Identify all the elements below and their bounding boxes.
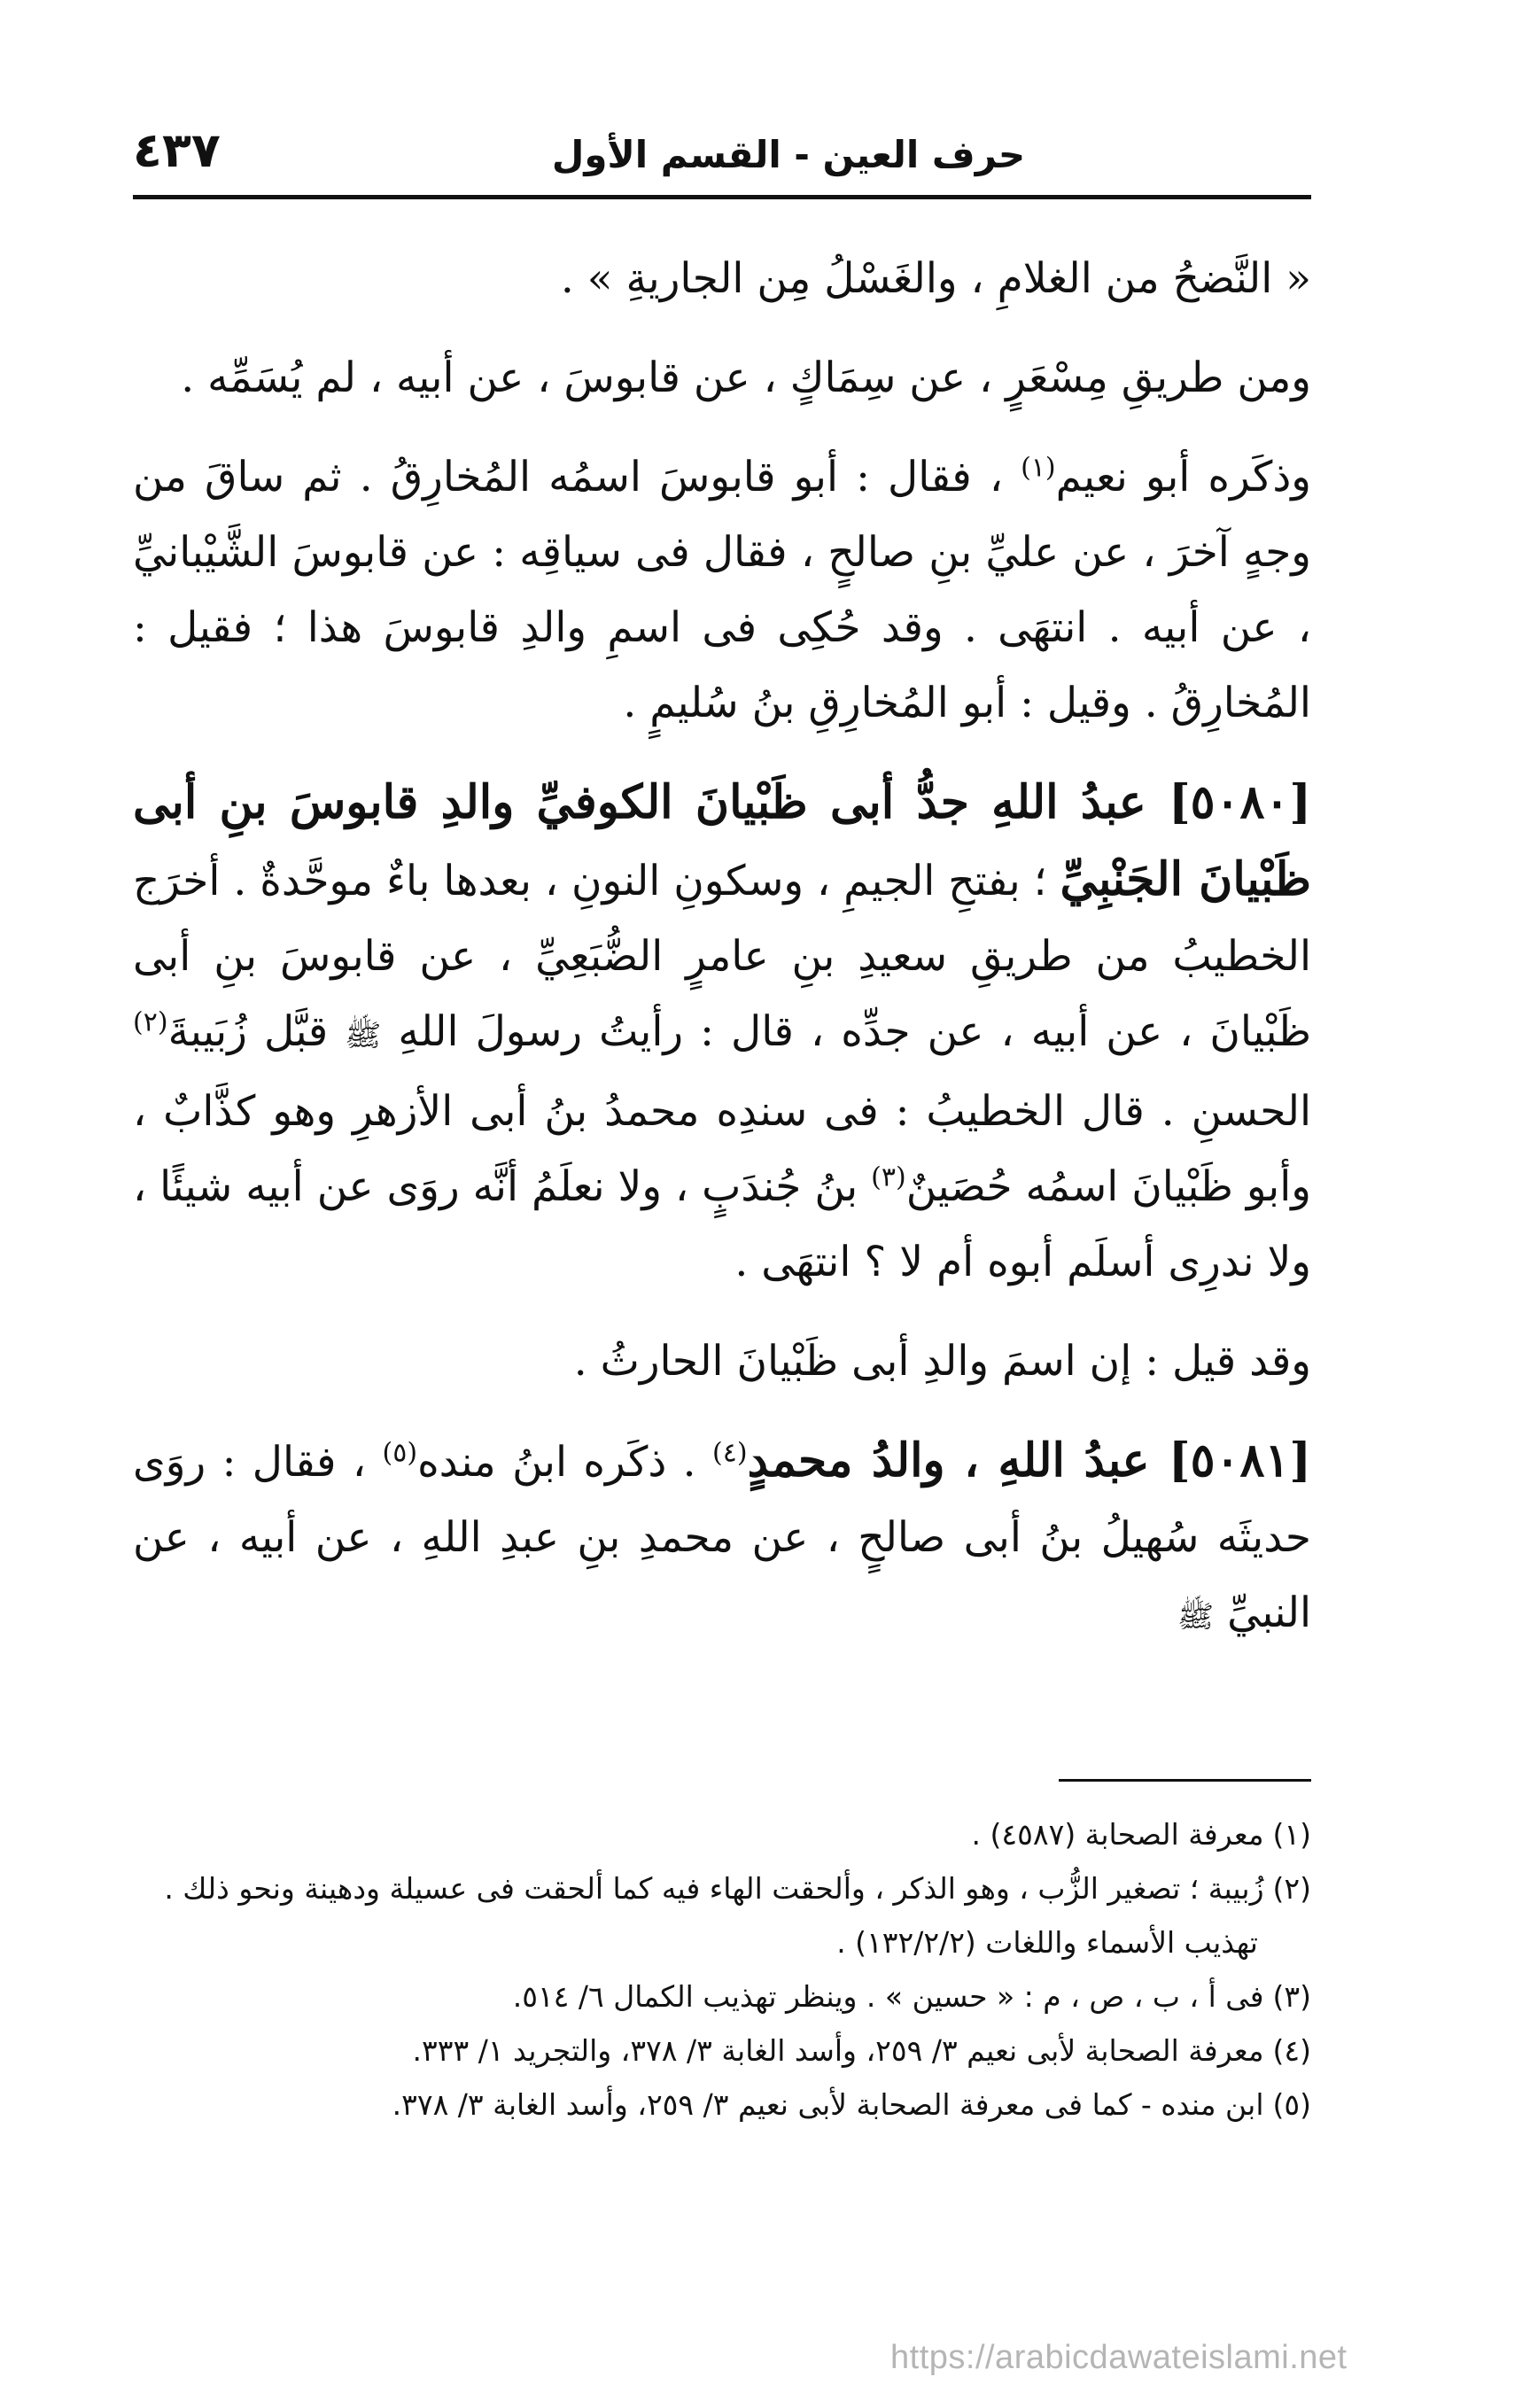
main-text [133,241,1311,1655]
text-segment: . ذكَره ابنُ منده [417,1438,696,1487]
page-number: ٤٣٧ [133,122,221,178]
source-watermark: https://arabicdawateislami.net [890,2339,1348,2376]
footnote-text: ابن منده - كما فى معرفة الصحابة لأبى نعيم ٣/ ٢٥٩، وأسد الغابة ٣/ ٣٧٨. [392,2087,1264,2122]
footnote-2-continuation: تهذيب الأسماء واللغات (١٣٢/٢/٢) . [836,1925,1258,1960]
footnote-ref-5[interactable]: (٥) [382,1437,418,1469]
footnote-ref-3[interactable]: (٣) [871,1161,906,1193]
footnote-number: (٥) [1272,2087,1311,2122]
text-segment: الحسنِ . قال الخطيبُ : فى سندِه محمدُ بنُ أبى الأزهرِ وهو كذَّابٌ ، وأبو ظَبْيانَ اسمُه حُصَينٌ [133,1087,1311,1211]
footnote-3 [133,1969,1311,2023]
paragraph-hadith-end: « النَّضحُ من الغلامِ ، والغَسْلُ مِن الجاريةِ » . [560,254,1311,303]
footnote-number: (٣) [1272,1979,1311,2014]
entry-title-5081: [٥٠٨١] عبدُ اللهِ ، والدُ محمدٍ [747,1433,1311,1488]
footnote-2 [133,1861,1311,1915]
header-rule [133,195,1311,199]
entry-5080 [133,765,1311,1300]
paragraph-name-variant: وقد قيل : إن اسمَ والدِ أبى ظَبْيانَ الحارثُ . [573,1337,1311,1386]
footnote-ref-4[interactable]: (٤) [712,1437,748,1469]
text-segment: قبَّل زُبَيبةَ [167,1007,329,1056]
paragraph-abu-nuaym [133,439,1311,741]
paragraph-misar-chain: ومن طريقِ مِسْعَرٍ ، عن سِمَاكٍ ، عن قابوسَ ، عن أبيه ، لم يُسَمِّه . [181,353,1311,402]
salawat-glyph: ﷺ [1177,1599,1215,1635]
entry-5081 [133,1423,1311,1655]
running-title: حرف العين - القسم الأول [551,133,1026,176]
text-segment: ، فقال : أبو قابوسَ اسمُه المُخارِقُ . ثم ساقَ من وجهٍ آخرَ ، عن عليِّ بنِ صالحٍ ، فقال فى سياقِه : عن قابوسَ الشَّيْبانيِّ ، عن أبيه . انتهَى . وقد حُكِى فى اسمِ والدِ قابوسَ هذا ؛ فقيل : المُخارِقُ . وقيل : أبو المُخارِقِ بنُ سُليمٍ . [133,453,1311,727]
footnote-number: (١) [1272,1817,1311,1852]
footnote-text: معرفة الصحابة لأبى نعيم ٣/ ٢٥٩، وأسد الغابة ٣/ ٣٧٨، والتجريد ١/ ٣٣٣. [412,2033,1264,2068]
text-segment: وذكَره أبو نعيم [1055,453,1311,501]
footnote-5 [133,2078,1311,2132]
footnote-separator [1059,1779,1311,1782]
footnote-1 [133,1807,1311,1861]
footnote-text: زُبيبة ؛ تصغير الزُّب ، وهو الذكر ، وألحقت الهاء فيه كما ألحقت فى عسيلة ودهينة ونحو ذلك . [164,1871,1264,1906]
footnotes [133,1807,1311,2132]
text-segment: ؛ بفتحِ الجيمِ ، وسكونِ النونِ ، بعدها باءٌ موحَّدةٌ . أخرَج الخطيبُ من طريقِ سعيدِ بنِ عامرٍ الضُّبَعِيِّ ، عن قابوسَ بنِ أبى ظَبْيانَ ، عن أبيه ، عن جدِّه ، قال : رأيتُ رسولَ اللهِ [133,857,1312,1056]
entry-title-5080: [٥٠٨٠] عبدُ اللهِ جدُّ أبى ظَبْيانَ الكوفيِّ والدِ قابوسَ بنِ أبى ظَبْيانَ الجَنْبِيِّ [133,775,1311,906]
footnote-number: (٤) [1272,2033,1311,2068]
footnote-text: فى أ ، ب ، ص ، م : « حسين » . وينظر تهذيب الكمال ٦/ ٥١٤. [512,1979,1264,2014]
footnote-4 [133,2023,1311,2078]
salawat-glyph: ﷺ [345,1018,382,1053]
footnote-number: (٢) [1272,1871,1311,1906]
footnote-ref-1[interactable]: (١) [1021,452,1056,484]
text-segment: بنُ جُندَبٍ ، ولا نعلَمُ أنَّه روَى عن أبيه شيئًا ، ولا ندرِى أسلَم أبوه أم لا ؟ انتهَى . [133,1162,1311,1286]
text-segment: ، فقال : روَى حديثَه سُهيلُ بنُ أبى صالحٍ ، عن محمدِ بنِ عبدِ اللهِ ، عن أبيه ، عن النبيِّ [133,1438,1311,1637]
footnote-text: معرفة الصحابة (٤٥٨٧) . [971,1817,1264,1852]
footnote-ref-2[interactable]: (٢) [133,1006,168,1038]
page-header [133,115,1311,195]
